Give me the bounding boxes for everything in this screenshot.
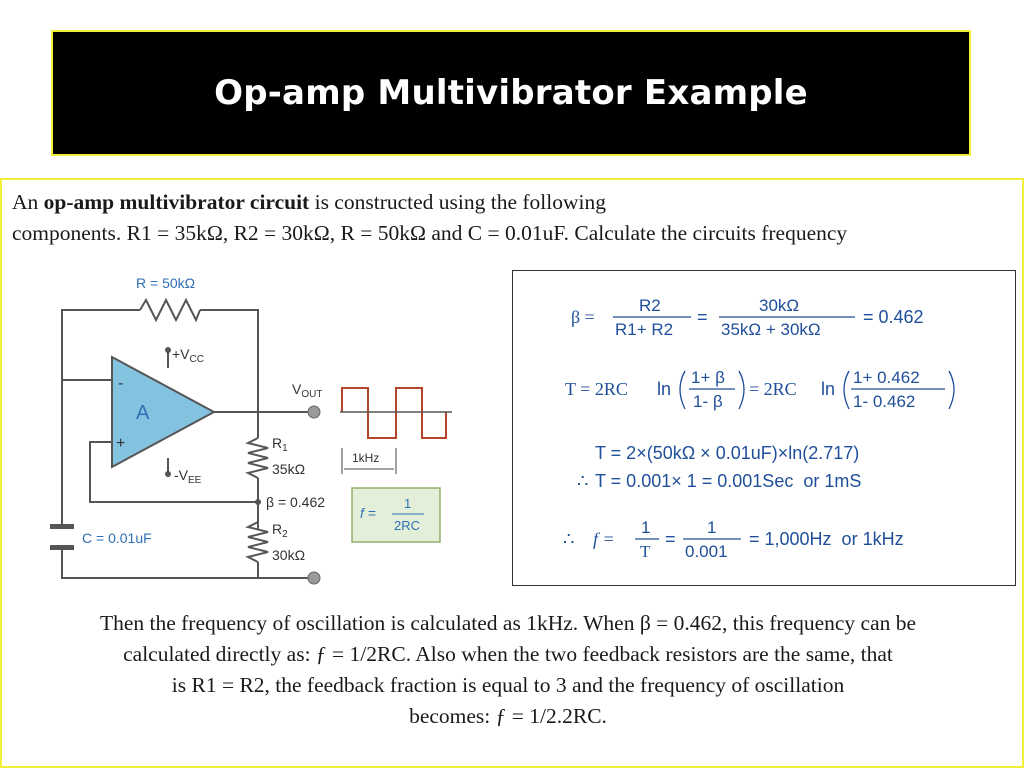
period-label: 1kHz bbox=[352, 451, 380, 465]
f-denominator: T bbox=[640, 542, 651, 561]
r2-name: $R_2$ bbox=[272, 521, 288, 540]
beta-label: β = 0.462 bbox=[266, 494, 326, 510]
outro-line-1: Then the frequency of oscillation is calculated as 1kHz. When β = 0.462, this frequency can be bbox=[99, 611, 917, 635]
conclusion-paragraph bbox=[8, 608, 1008, 732]
vout-label: $V_{OUT}$ bbox=[292, 381, 323, 400]
opamp-symbol bbox=[112, 357, 214, 467]
title-banner bbox=[51, 30, 971, 156]
beta-eq: = bbox=[697, 307, 708, 327]
beta-denominator: R1+ R2 bbox=[615, 320, 674, 339]
square-wave-icon bbox=[342, 388, 446, 438]
t-lhs: T = 2RC bbox=[565, 379, 628, 399]
circuit-diagram bbox=[40, 262, 460, 602]
r2-value: 30kΩ bbox=[272, 547, 306, 563]
intro-paragraph bbox=[12, 187, 1017, 249]
beta-denominator-2: 35kΩ + 30kΩ bbox=[721, 320, 821, 339]
resistor-r1 bbox=[248, 438, 268, 478]
beta-numerator-2: 30kΩ bbox=[759, 296, 800, 315]
f-symbol: f = bbox=[593, 529, 615, 549]
capacitor-symbol bbox=[50, 524, 74, 550]
therefore-symbol-2: ∴ bbox=[563, 529, 575, 549]
t-result: T = 0.001× 1 = 0.001Sec or 1mS bbox=[595, 471, 862, 491]
t-denominator: 1- β bbox=[693, 392, 723, 411]
beta-numerator: R2 bbox=[639, 296, 661, 315]
therefore-symbol-1: ∴ bbox=[577, 471, 589, 491]
f-denominator-2: 0.001 bbox=[685, 542, 728, 561]
ground-terminal bbox=[308, 572, 320, 584]
inverting-input-sign: - bbox=[118, 375, 124, 392]
t-ln-2: ln bbox=[821, 379, 836, 399]
t-numerator-2: 1+ 0.462 bbox=[853, 368, 920, 387]
r1-value: 35kΩ bbox=[272, 461, 306, 477]
outro-line-2: calculated directly as: ƒ = 1/2RC. Also when the two feedback resistors are the same, that bbox=[123, 642, 893, 666]
f-numerator: 1 bbox=[641, 518, 651, 537]
f-numerator-2: 1 bbox=[707, 518, 717, 537]
noninverting-input-sign: + bbox=[116, 435, 126, 452]
intro-prefix: An bbox=[12, 190, 44, 214]
t-numerator: 1+ β bbox=[691, 368, 725, 387]
formula-f: f = bbox=[360, 505, 376, 521]
formula-derivation bbox=[513, 271, 1015, 585]
outro-line-3: is R1 = R2, the feedback fraction is equal to 3 and the frequency of oscillation bbox=[171, 673, 845, 697]
intro-bold-term: op-amp multivibrator circuit bbox=[43, 190, 310, 214]
t-denominator-2: 1- 0.462 bbox=[853, 392, 916, 411]
formula-denominator: 2RC bbox=[394, 518, 421, 533]
slide-title: Op-amp Multivibrator Example bbox=[214, 73, 808, 113]
f-eq: = bbox=[665, 529, 676, 549]
r1-name: $R_1$ bbox=[272, 435, 288, 454]
t-calculation: T = 2×(50kΩ × 0.01uF)×ln(2.717) bbox=[595, 443, 860, 463]
t-mid: = 2RC bbox=[749, 379, 797, 399]
vee-label: $-V_{EE}$ bbox=[174, 467, 202, 486]
f-result: = 1,000Hz or 1kHz bbox=[749, 529, 904, 549]
intro-line1-rest: is constructed using the following bbox=[309, 190, 606, 214]
intro-line-2: components. R1 = 35kΩ, R2 = 30kΩ, R = 50kΩ and C = 0.01uF. Calculate the circuits frequency bbox=[12, 221, 848, 245]
capacitor-label: C = 0.01uF bbox=[82, 530, 152, 546]
intro-line-1 bbox=[12, 187, 1017, 218]
t-ln: ln bbox=[657, 379, 672, 399]
beta-result: = 0.462 bbox=[863, 307, 924, 327]
vcc-label: $+V_{CC}$ bbox=[172, 346, 204, 365]
beta-symbol: β = bbox=[571, 307, 595, 327]
output-terminal bbox=[308, 406, 320, 418]
opamp-label: A bbox=[136, 402, 150, 424]
resistor-r-label: R = 50kΩ bbox=[136, 275, 196, 291]
formula-numerator: 1 bbox=[404, 496, 412, 511]
formula-panel bbox=[512, 270, 1016, 586]
resistor-r bbox=[140, 300, 200, 320]
outro-line-4: becomes: ƒ = 1/2.2RC. bbox=[409, 704, 607, 728]
